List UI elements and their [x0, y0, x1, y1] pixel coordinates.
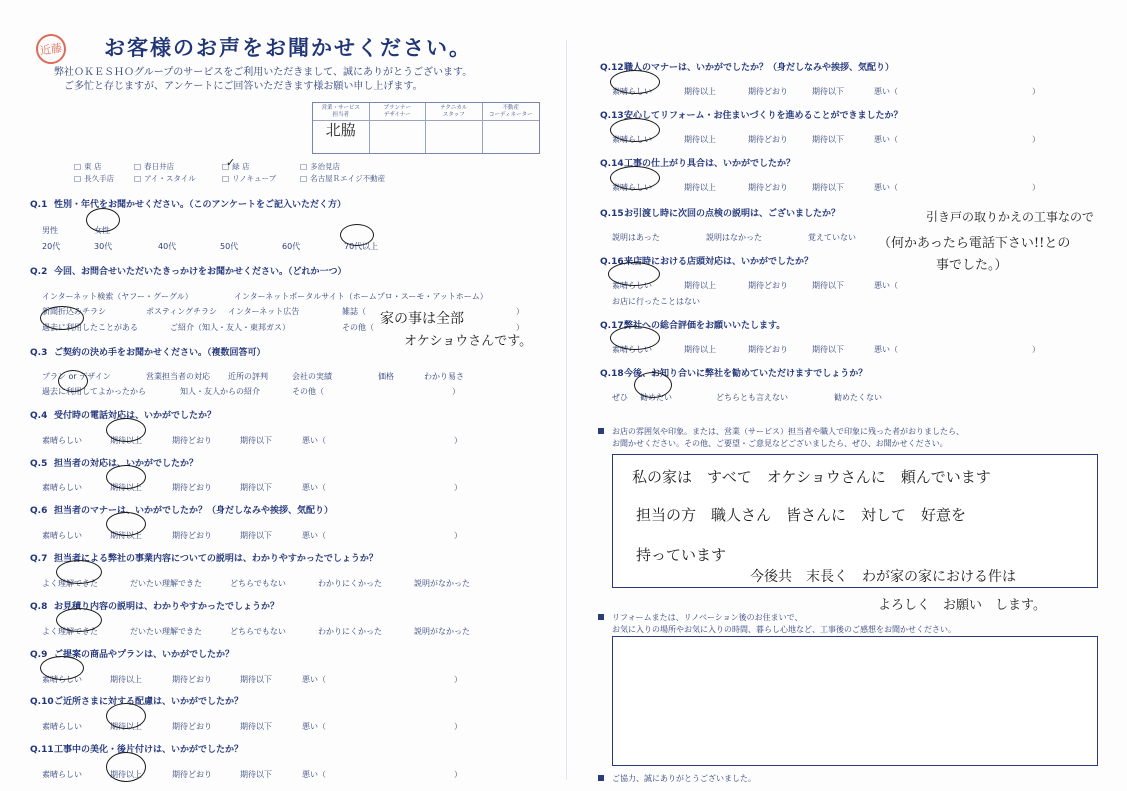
option[interactable]: 覚えていない [808, 233, 856, 242]
question-6 [30, 503, 333, 516]
option[interactable]: 期待以下 [240, 675, 272, 684]
q17-options [612, 344, 1042, 356]
option[interactable]: 勧めたくない [834, 393, 882, 402]
answer-circle [106, 752, 146, 782]
comment-prompt-line: お店の雰囲気や印象。または、営業（サービス）担当者や職人で印象に残った者がおりましたら、 [612, 427, 964, 436]
option[interactable]: 20代 [42, 242, 61, 251]
option[interactable]: 期待以上 [110, 436, 142, 445]
option[interactable]: ） [454, 722, 462, 731]
option[interactable]: 新聞折込みチラシ [42, 307, 106, 316]
intro-line-1: 弊社ＯＫＥＳＨＯグループのサービスをご利用いただきまして、誠にありがとうございます。 [54, 67, 473, 78]
option[interactable]: だいたい理解できた [130, 579, 202, 588]
q16-options [612, 280, 912, 292]
option[interactable]: 期待以上 [684, 183, 716, 192]
option[interactable]: 期待どおり [172, 436, 212, 445]
handwritten-comment: 今後共 末長く わが家の家における件は [750, 569, 1016, 585]
option[interactable]: 期待以下 [240, 436, 272, 445]
option[interactable]: 悪い（ [302, 770, 326, 779]
answer-circle [56, 560, 102, 584]
option[interactable]: 期待以下 [240, 722, 272, 731]
option[interactable]: 期待以上 [684, 281, 716, 290]
q7-options [42, 578, 492, 590]
answer-circle [106, 465, 146, 489]
question-title: Q.5 担当者の対応は、いかがでしたか？ [30, 456, 198, 469]
option[interactable]: よく理解できた [42, 627, 98, 636]
staff-col-planner: プランナー デザイナー [370, 103, 427, 121]
option[interactable]: ） [1032, 87, 1040, 96]
option[interactable]: 悪い（ [302, 436, 326, 445]
option[interactable]: 期待どおり [172, 675, 212, 684]
handwritten-comment: 持っています [636, 546, 727, 564]
store-checkbox[interactable]: □ 春日井店 [134, 161, 222, 172]
option[interactable]: 会社の実績 [292, 372, 332, 381]
q3-options-row2 [42, 386, 542, 398]
comment-prompt-1 [598, 426, 964, 450]
handwritten-comment: 私の家は すべて オケショウさんに 頼んでいます [632, 468, 991, 486]
option[interactable]: 悪い（ [302, 483, 326, 492]
question-title: Q.10ご近所さまに対する配慮は、いかがでしたか？ [30, 694, 243, 707]
option[interactable]: 説明がなかった [414, 579, 470, 588]
option[interactable]: 素晴らしい [612, 281, 652, 290]
option[interactable]: 期待どおり [172, 770, 212, 779]
handwritten-answer: 事でした。） [936, 258, 1008, 273]
handwritten-comment: 担当の方 職人さん 皆さんに 対して 好意を [636, 506, 967, 524]
option[interactable]: 説明はなかった [706, 233, 762, 242]
footer-thanks [598, 773, 756, 785]
comment-prompt-line: お聞かせください。その他、ご要望・ご意見などございましたら、ぜひ、お聞かせください。 [612, 439, 948, 448]
q14-options [612, 182, 1042, 194]
option[interactable]: 期待以上 [110, 531, 142, 540]
question-15 [600, 206, 840, 219]
q15-options [612, 232, 912, 244]
option[interactable]: 期待以上 [110, 675, 142, 684]
option[interactable]: 悪い（ [874, 87, 898, 96]
question-title: Q.11工事中の美化・後片付けは、いかがでしたか？ [30, 742, 243, 755]
handwritten-answer: （何かあったら電話下さい!!との [878, 236, 1071, 251]
option[interactable]: ） [516, 307, 524, 316]
option[interactable]: ） [454, 436, 462, 445]
option[interactable]: ぜひ [612, 393, 628, 402]
question-title: Q.15お引渡し時に次回の点検の説明は、ございましたか？ [600, 206, 840, 219]
option[interactable]: 男性 [42, 226, 58, 235]
q1-age-options [42, 241, 462, 253]
question-title: Q.18今後、お知り合いに弊社を勧めていただけますでしょうか？ [600, 366, 867, 379]
option[interactable]: 勧めたい [640, 393, 672, 402]
option[interactable]: 期待どおり [172, 531, 212, 540]
question-title: Q.9 ご提案の商品やプランは、いかがでしたか？ [30, 647, 234, 660]
option[interactable]: 素晴らしい [42, 722, 82, 731]
option[interactable]: 期待どおり [748, 135, 788, 144]
option[interactable]: 50代 [220, 242, 239, 251]
q2-options-row2 [42, 306, 542, 318]
store-checkbox[interactable]: □ リノキューブ [222, 173, 300, 184]
intro-line-2: ご多忙と存じますが、アンケートにご回答いただきます様お願い申し上げます。 [64, 81, 423, 92]
handwritten-answer: 引き戸の取りかえの工事なので [926, 210, 1095, 224]
answer-circle [608, 262, 660, 286]
answer-circle [106, 512, 146, 536]
option[interactable]: 期待以上 [684, 87, 716, 96]
option[interactable]: ） [1032, 345, 1040, 354]
option[interactable]: 素晴らしい [612, 183, 652, 192]
answer-circle [56, 608, 102, 632]
option[interactable]: 期待以下 [240, 770, 272, 779]
option[interactable]: 素晴らしい [42, 675, 82, 684]
option[interactable]: 期待以下 [240, 531, 272, 540]
answer-circle [40, 306, 84, 330]
option[interactable]: 素晴らしい [42, 436, 82, 445]
option[interactable]: 70代以上 [344, 242, 379, 251]
staff-cell-empty [426, 121, 483, 153]
question-title: Q.2 今回、お問合せいただいたきっかけをお聞かせください。（どれか一つ） [30, 264, 347, 277]
option[interactable]: 素晴らしい [42, 483, 82, 492]
comment-prompt-line: お気に入りの場所やお気に入りの時間、暮らし心地など、工事後のご感想をお聞かせください。 [612, 625, 956, 634]
question-title: Q.17弊社への総合評価をお願いいたします。 [600, 318, 785, 331]
store-checkbox[interactable]: □ 名古屋Ｒエイジ不動産 [300, 173, 378, 184]
answer-circle [610, 326, 660, 350]
answer-circle [106, 703, 146, 729]
answer-circle [340, 224, 374, 246]
option[interactable]: 期待以下 [812, 135, 844, 144]
question-1 [30, 197, 346, 210]
question-title: Q.4 受付時の電話対応は、いかがでしたか？ [30, 408, 216, 421]
option[interactable]: 悪い（ [302, 722, 326, 731]
option[interactable]: 期待以上 [684, 345, 716, 354]
answer-circle [40, 656, 84, 680]
q16-extra-option [612, 296, 812, 308]
option[interactable]: インターネット広告 [228, 307, 300, 316]
bullet-square-icon [598, 428, 604, 434]
option[interactable]: 60代 [282, 242, 301, 251]
question-title: Q.3 ご契約の決め手をお聞かせください。（複数回答可） [30, 345, 266, 358]
q8-options [42, 626, 492, 638]
handwritten-answer: 家の事は全部 [380, 311, 464, 327]
q2-options-row1 [42, 291, 542, 303]
option[interactable]: 期待以上 [110, 722, 142, 731]
answer-circle [610, 70, 660, 94]
answer-circle [58, 370, 88, 392]
option[interactable]: 期待以下 [812, 183, 844, 192]
q13-options [612, 134, 1042, 146]
staff-col-technical: テクニカル スタッフ [426, 103, 483, 121]
store-checkbox[interactable]: □ アイ・スタイル [134, 173, 222, 184]
option[interactable]: ご紹介（知人・友人・東邦ガス） [170, 323, 290, 332]
option[interactable]: 40代 [158, 242, 177, 251]
option[interactable]: インターネット検索（ヤフー・グーグル） [42, 292, 193, 301]
answer-circle [610, 118, 660, 142]
option[interactable]: プラン or デザイン [42, 372, 111, 381]
question-11 [30, 742, 243, 755]
option[interactable]: 悪い（ [302, 675, 326, 684]
option[interactable]: 営業担当者の対応 [146, 372, 210, 381]
option[interactable]: 過去に利用してよかったから [42, 387, 146, 396]
option[interactable]: 説明がなかった [414, 627, 470, 636]
comment-prompt-line: リフォームまたは、リノベーション後のお住まいで、 [612, 613, 803, 622]
option[interactable]: ） [1032, 183, 1040, 192]
option[interactable]: だいたい理解できた [130, 627, 202, 636]
option[interactable]: ） [516, 323, 524, 332]
option[interactable]: 期待以下 [812, 345, 844, 354]
option[interactable]: その他（ [342, 323, 374, 332]
q5-options [42, 482, 472, 494]
option[interactable]: 期待以下 [240, 483, 272, 492]
option[interactable]: 期待以上 [110, 483, 142, 492]
checkmark-icon: ✓ [226, 156, 236, 169]
option[interactable]: 期待どおり [172, 722, 212, 731]
question-title: Q.1 性別・年代をお聞かせください。（このアンケートをご記入いただく方） [30, 197, 346, 210]
store-checkbox[interactable]: □ 長久手店 [74, 173, 134, 184]
option[interactable]: その他（ [292, 387, 324, 396]
question-title: Q.12職人のマナーは、いかがでしたか？（身だしなみや挨拶、気配り） [600, 60, 894, 73]
q4-options [42, 435, 472, 447]
q9-options [42, 674, 472, 686]
option[interactable]: よく理解できた [42, 579, 98, 588]
option[interactable]: 悪い（ [874, 135, 898, 144]
store-checkbox-checked[interactable]: □ 緑 店 [222, 161, 300, 172]
option[interactable]: どちらとも言えない [716, 393, 788, 402]
option[interactable]: わかりにくかった [318, 627, 382, 636]
question-title: Q.16来店時における店頭対応は、いかがでしたか？ [600, 254, 813, 267]
staff-col-realestate: 不動産 コーディネーター [483, 103, 540, 121]
option[interactable]: 知人・友人からの紹介 [180, 387, 260, 396]
question-title: Q.14工事の仕上がり具合は、いかがでしたか？ [600, 156, 795, 169]
option[interactable]: お店に行ったことはない [612, 297, 700, 306]
question-title: Q.8 お見積り内容の説明は、わかりやすかったでしょうか？ [30, 599, 279, 612]
option[interactable]: ） [454, 770, 462, 779]
staff-name-handwritten: 北脇 [313, 121, 370, 153]
option[interactable]: ） [452, 387, 460, 396]
comment-prompt-2 [598, 612, 956, 636]
question-2 [30, 264, 347, 277]
option[interactable]: 期待どおり [748, 345, 788, 354]
staff-cell-empty [370, 121, 427, 153]
option[interactable]: 期待以上 [684, 135, 716, 144]
option[interactable]: 過去に利用したことがある [42, 323, 138, 332]
option[interactable]: 雑誌（ [342, 307, 366, 316]
bullet-square-icon [598, 614, 604, 620]
option[interactable]: わかりにくかった [318, 579, 382, 588]
store-checkbox[interactable]: □ 東 店 [74, 161, 134, 172]
option[interactable]: ） [454, 483, 462, 492]
option[interactable]: 30代 [94, 242, 113, 251]
option[interactable]: 素晴らしい [42, 770, 82, 779]
answer-circle [106, 418, 146, 442]
q10-options [42, 721, 472, 733]
option[interactable]: 価格 [378, 372, 394, 381]
option[interactable]: 説明はあった [612, 233, 660, 242]
answer-circle [86, 208, 120, 232]
answer-circle [634, 372, 672, 398]
staff-table [312, 102, 540, 154]
option[interactable]: わかり易さ [424, 372, 464, 381]
bullet-square-icon [598, 775, 604, 781]
option[interactable]: 期待以上 [110, 770, 142, 779]
option[interactable]: どちらでもない [230, 627, 286, 636]
q12-options [612, 86, 1042, 98]
option[interactable]: 素晴らしい [612, 87, 652, 96]
option[interactable]: 悪い（ [874, 183, 898, 192]
option[interactable]: インターネットポータルサイト（ホームプロ・スーモ・アットホーム） [234, 292, 488, 301]
option[interactable]: どちらでもない [230, 579, 286, 588]
q3-options-row1 [42, 371, 542, 383]
question-3 [30, 345, 266, 358]
handwritten-comment: よろしく お願い します。 [878, 598, 1046, 613]
intro-text [54, 66, 472, 94]
seal-stamp: 近藤 [34, 32, 68, 66]
option[interactable]: 期待どおり [172, 483, 212, 492]
option[interactable]: 女性 [94, 226, 110, 235]
option[interactable]: 素晴らしい [612, 345, 652, 354]
question-title: Q.13安心してリフォーム・お住まいづくりを進めることができましたか？ [600, 108, 903, 121]
option[interactable]: ） [454, 675, 462, 684]
option[interactable]: 期待どおり [748, 87, 788, 96]
store-checkbox[interactable]: □ 多治見店 [300, 161, 378, 172]
answer-circle [610, 166, 660, 190]
option[interactable]: 期待以下 [812, 87, 844, 96]
option[interactable]: 期待どおり [748, 183, 788, 192]
option[interactable]: 悪い（ [874, 345, 898, 354]
staff-col-sales: 営業・サービス 担当者 [313, 103, 370, 121]
question-title: Q.7 担当者による弊社の事業内容についての説明は、わかりやすかったでしょうか？ [30, 551, 378, 564]
option[interactable]: 素晴らしい [42, 531, 82, 540]
option[interactable]: 近所の評判 [228, 372, 268, 381]
option[interactable]: 期待どおり [748, 281, 788, 290]
page-title: お客様のお声をお聞かせください。 [104, 36, 472, 60]
option[interactable]: 悪い（ [874, 281, 898, 290]
staff-cell-empty [483, 121, 540, 153]
option[interactable]: 悪い（ [302, 531, 326, 540]
option[interactable]: 期待以下 [812, 281, 844, 290]
handwritten-answer: オケショウさんです。 [404, 334, 533, 349]
column-divider [566, 40, 567, 780]
question-title: Q.6 担当者のマナーは、いかがでしたか？（身だしなみや挨拶、気配り） [30, 503, 333, 516]
option[interactable]: ） [1032, 135, 1040, 144]
q6-options [42, 530, 472, 542]
footer-text: ご協力、誠にありがとうございました。 [612, 774, 756, 783]
comment-box-2[interactable] [612, 636, 1098, 766]
option[interactable]: ） [454, 531, 462, 540]
option[interactable]: 素晴らしい [612, 135, 652, 144]
option[interactable]: ポスティングチラシ [146, 307, 218, 316]
